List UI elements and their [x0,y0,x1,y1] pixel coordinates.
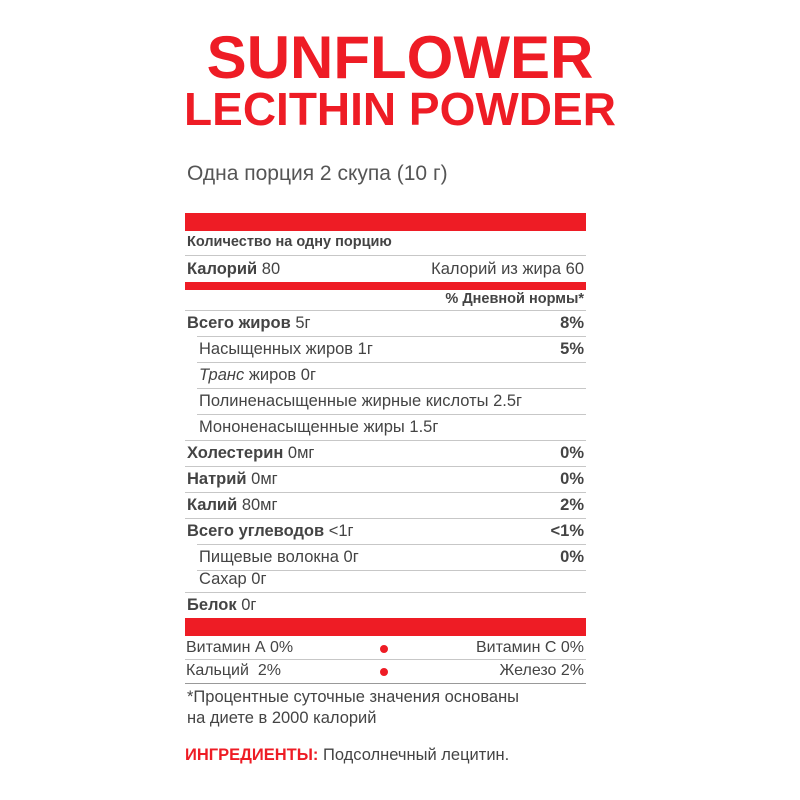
divider [185,659,586,660]
divider [185,683,586,684]
divider [197,336,586,337]
vitamins-bar [185,618,586,636]
divider [197,414,586,415]
header-bar [185,213,586,231]
divider [185,518,586,519]
divider [185,255,586,256]
footnote-line2: на диете в 2000 калорий [187,709,377,727]
calories-value: 80 [261,260,281,278]
calcium: Кальций 2% [186,662,281,679]
ingredients-label: ИНГРЕДИЕНТЫ: [185,746,319,764]
product-title-line2: LECITHIN POWDER [184,83,616,135]
iron: Железо 2% [499,662,584,679]
product-title-line1: SUNFLOWER [206,24,594,91]
divider [197,544,586,545]
divider [185,492,586,493]
divider [197,388,586,389]
divider [197,362,586,363]
divider [185,440,586,441]
vitamin-c: Витамин С 0% [476,639,584,656]
bullet-icon [380,668,388,676]
section-bar [185,282,586,290]
serving-size: Одна порция 2 скупа (10 г) [187,162,448,185]
divider [185,466,586,467]
ingredients-text: Подсолнечный лецитин. [323,746,510,764]
bullet-icon [380,645,388,653]
vitamin-a: Витамин А 0% [186,639,294,656]
ingredients [185,746,509,765]
footnote-line1: *Процентные суточные значения основаны [187,688,520,706]
divider [185,310,586,311]
divider [185,592,586,593]
calories-label: Калорий [187,260,258,278]
calories-from-fat: Калорий из жира 60 [431,260,584,278]
